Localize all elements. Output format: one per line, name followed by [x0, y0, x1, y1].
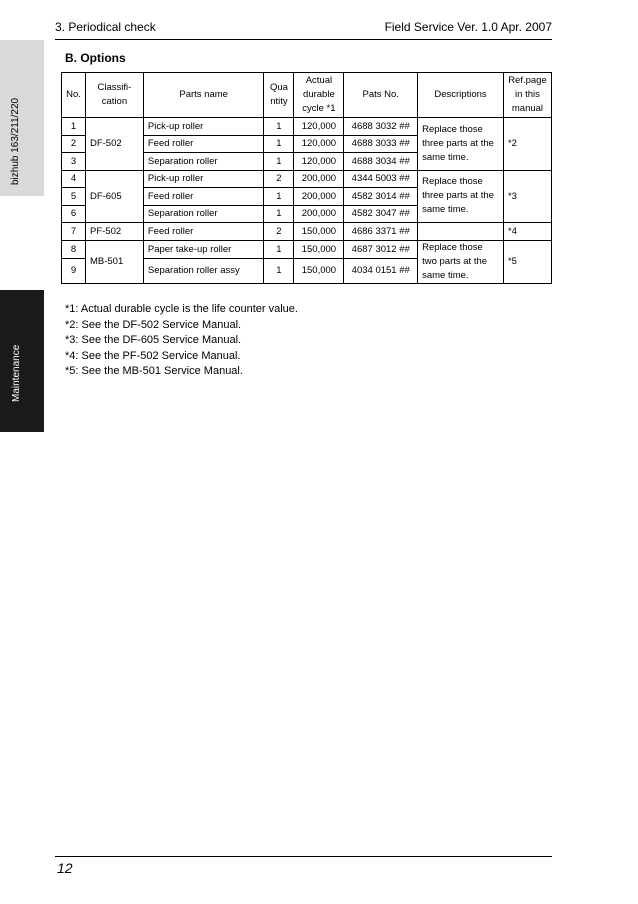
table-row [62, 170, 552, 188]
durable-cycle: 200,000 [294, 205, 344, 223]
row-no: 8 [62, 240, 86, 258]
description-cell: Replace those two parts at the same time. [418, 240, 504, 283]
row-no: 6 [62, 205, 86, 223]
quantity: 1 [264, 118, 294, 136]
footnote: *4: See the PF-502 Service Manual. [65, 349, 241, 362]
part-name: Separation roller assy [143, 258, 264, 283]
part-number: 4582 3014 ## [344, 188, 418, 206]
header-ref-page: Ref.page in this manual [503, 73, 551, 118]
part-number: 4034 0151 ## [344, 258, 418, 283]
footnote: *2: See the DF-502 Service Manual. [65, 318, 242, 331]
footnote: *1: Actual durable cycle is the life counter value. [65, 303, 298, 315]
footnotes [65, 302, 298, 380]
header-parts-name: Parts name [143, 73, 264, 118]
quantity: 1 [264, 135, 294, 153]
row-no: 7 [62, 223, 86, 241]
ref-page-cell: *4 [503, 223, 551, 241]
description-cell: Replace those three parts at the same time. [418, 118, 504, 171]
table-header-row [62, 73, 552, 118]
part-name: Separation roller [143, 153, 264, 171]
options-table [61, 72, 552, 284]
durable-cycle: 150,000 [294, 258, 344, 283]
part-name: Paper take-up roller [143, 240, 264, 258]
ref-page-cell: *3 [503, 170, 551, 223]
table-row [62, 223, 552, 241]
part-name: Feed roller [143, 223, 264, 241]
header-no: No. [62, 73, 86, 118]
header-classification: Classifi- cation [85, 73, 143, 118]
quantity: 1 [264, 258, 294, 283]
header-parts-no: Pats No. [344, 73, 418, 118]
part-number: 4582 3047 ## [344, 205, 418, 223]
classification-cell: DF-605 [85, 170, 143, 223]
section-title: B. Options [65, 51, 126, 65]
part-number: 4688 3034 ## [344, 153, 418, 171]
table-row [62, 240, 552, 258]
header-descriptions: Descriptions [418, 73, 504, 118]
quantity: 1 [264, 188, 294, 206]
classification-cell: PF-502 [85, 223, 143, 241]
header-quantity: Qua ntity [264, 73, 294, 118]
part-name: Separation roller [143, 205, 264, 223]
part-name: Feed roller [143, 135, 264, 153]
part-number: 4344 5003 ## [344, 170, 418, 188]
quantity: 2 [264, 170, 294, 188]
durable-cycle: 120,000 [294, 135, 344, 153]
row-no: 4 [62, 170, 86, 188]
page-number: 12 [57, 860, 73, 876]
row-no: 5 [62, 188, 86, 206]
footnote: *5: See the MB-501 Service Manual. [65, 365, 243, 377]
quantity: 1 [264, 153, 294, 171]
description-cell [418, 223, 504, 241]
classification-cell: DF-502 [85, 118, 143, 171]
footer-divider [55, 856, 552, 857]
durable-cycle: 120,000 [294, 153, 344, 171]
section-side-tab [0, 290, 44, 432]
model-side-tab [0, 40, 44, 196]
part-number: 4688 3032 ## [344, 118, 418, 136]
classification-cell: MB-501 [85, 240, 143, 283]
part-number: 4686 3371 ## [344, 223, 418, 241]
durable-cycle: 200,000 [294, 188, 344, 206]
part-number: 4688 3033 ## [344, 135, 418, 153]
row-no: 9 [62, 258, 86, 283]
header-durable-cycle: Actual durable cycle *1 [294, 73, 344, 118]
row-no: 1 [62, 118, 86, 136]
manual-version: Field Service Ver. 1.0 Apr. 2007 [384, 20, 552, 34]
table-row [62, 118, 552, 136]
footnote: *3: See the DF-605 Service Manual. [65, 334, 242, 346]
row-no: 2 [62, 135, 86, 153]
durable-cycle: 200,000 [294, 170, 344, 188]
ref-page-cell: *5 [503, 240, 551, 283]
quantity: 1 [264, 205, 294, 223]
quantity: 2 [264, 223, 294, 241]
part-number: 4687 3012 ## [344, 240, 418, 258]
model-side-tab-label: bizhub 163/211/220 [10, 97, 21, 185]
description-cell: Replace those three parts at the same time. [418, 170, 504, 223]
part-name: Pick-up roller [143, 170, 264, 188]
durable-cycle: 150,000 [294, 223, 344, 241]
part-name: Feed roller [143, 188, 264, 206]
quantity: 1 [264, 240, 294, 258]
page-header [55, 18, 552, 40]
part-name: Pick-up roller [143, 118, 264, 136]
ref-page-cell: *2 [503, 118, 551, 171]
section-side-tab-label: Maintenance [11, 344, 22, 402]
chapter-title: 3. Periodical check [55, 20, 156, 34]
durable-cycle: 120,000 [294, 118, 344, 136]
durable-cycle: 150,000 [294, 240, 344, 258]
row-no: 3 [62, 153, 86, 171]
